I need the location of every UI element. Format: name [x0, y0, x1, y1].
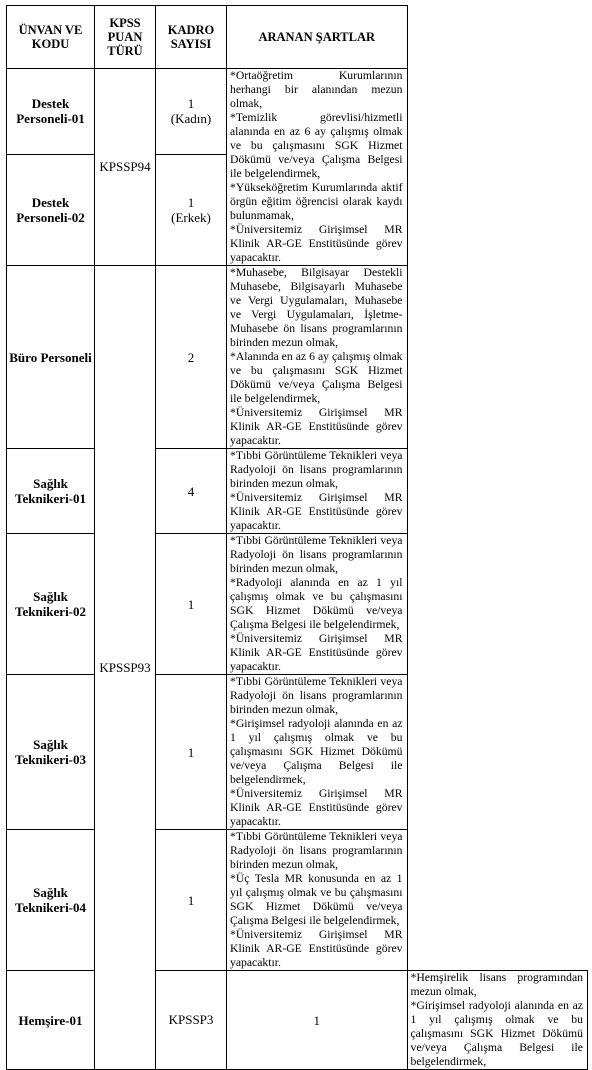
kpss-score-type: KPSSP3 [156, 971, 227, 1070]
requirements-cell [227, 534, 408, 675]
requirements-cell [227, 266, 408, 449]
requirement-item: *Üç Tesla MR konusunda en az 1 yıl çalışmış olmak ve bu çalışmasını SGK Hizmet Dökümü ve/veya Çalışma Belgesi ile belgelendirmek, [230, 872, 403, 927]
header-quota: KADRO SAYISI [156, 6, 227, 69]
table-row [7, 534, 588, 675]
requirement-item: *Üniversitemiz Girişimsel MR Klinik AR-GE Enstitüsünde görev yapacaktır. [230, 632, 403, 673]
table-header-row [7, 6, 588, 69]
kpss-score-type: KPSSP94 [95, 69, 156, 266]
requirement-item: *Üniversitemiz Girişimsel MR Klinik AR-GE Enstitüsünde görev yapacaktır. [230, 406, 403, 447]
requirements-cell [227, 675, 408, 830]
kpss-score-type: KPSSP93 [95, 266, 156, 1070]
table-row [7, 675, 588, 830]
requirement-item: *Ortaöğretim Kurumlarının herhangi bir alanından mezun olmak, [230, 69, 403, 110]
requirement-item: *Üniversitemiz Girişimsel MR Klinik AR-GE Enstitüsünde görev yapacaktır. [230, 787, 403, 828]
position-title: Hemşire-01 [7, 971, 95, 1070]
quota-cell: 1 (Kadın) [156, 69, 227, 155]
position-title: Destek Personeli-02 [7, 154, 95, 265]
requirements-cell [227, 69, 408, 266]
requirements-cell [227, 830, 408, 971]
requirement-item: *Alanında en az 6 ay çalışmış olmak ve bu çalışmasını SGK Hizmet Dökümü ve/veya Çalışma Belgesi ile belgelendirmek, [230, 350, 403, 405]
quota-cell: 1 [156, 534, 227, 675]
header-title-code: ÜNVAN VE KODU [7, 6, 95, 69]
table-row [7, 266, 588, 449]
position-title: Sağlık Teknikeri-04 [7, 830, 95, 971]
position-title: Sağlık Teknikeri-03 [7, 675, 95, 830]
requirement-item: *Muhasebe, Bilgisayar Destekli Muhasebe, Bilgisayarlı Muhasebe ve Vergi Uygulamaları, Muhasebe ve Vergi Uygulamaları, İşletme- Muhasebe ön lisans programlarının birinden mezun olmak, [230, 266, 403, 349]
requirement-item: *Üniversitemiz Girişimsel MR Klinik AR-GE Enstitüsünde görev yapacaktır. [230, 928, 403, 969]
requirement-item: *Tıbbi Görüntüleme Teknikleri veya Radyoloji ön lisans programlarının birinden mezun olmak, [230, 675, 403, 716]
requirement-item: *Girişimsel radyoloji alanında en az 1 yıl çalışmış olmak ve bu çalışmasını SGK Hizmet Dökümü ve/veya Çalışma Belgesi ile belgelendirmek, [230, 717, 403, 786]
requirements-cell [407, 971, 588, 1070]
requirement-item: *Üniversitemiz Girişimsel MR Klinik AR-GE Enstitüsünde görev yapacaktır. [230, 491, 403, 532]
requirement-item: *Girişimsel radyoloji alanında en az 1 yıl çalışmış olmak ve bu çalışmasını SGK Hizmet Dökümü ve/veya Çalışma Belgesi ile belgelendirmek, [410, 999, 583, 1068]
quota-cell: 1 (Erkek) [156, 154, 227, 265]
position-title: Sağlık Teknikeri-02 [7, 534, 95, 675]
requirements-cell [227, 449, 408, 534]
requirement-item: *Yükseköğretim Kurumlarında aktif örgün eğitim öğrencisi olarak kaydı bulunmamak, [230, 181, 403, 222]
job-requirements-table [6, 5, 588, 1070]
requirement-item: *Üniversitemiz Girişimsel MR Klinik AR-GE Enstitüsünde görev yapacaktır. [230, 223, 403, 264]
quota-cell: 1 [156, 675, 227, 830]
quota-cell: 1 [156, 830, 227, 971]
quota-cell: 2 [156, 266, 227, 449]
quota-cell: 4 [156, 449, 227, 534]
header-kpss-type: KPSS PUAN TÜRÜ [95, 6, 156, 69]
requirement-item: *Radyoloji alanında en az 1 yıl çalışmış olmak ve bu çalışmasını SGK Hizmet Dökümü ve/veya Çalışma Belgesi ile belgelendirmek, [230, 576, 403, 631]
requirement-item: *Hemşirelik lisans programından mezun olmak, [410, 971, 583, 998]
quota-cell: 1 [227, 971, 408, 1070]
requirement-item: *Tıbbi Görüntüleme Teknikleri veya Radyoloji ön lisans programlarının birinden mezun olmak, [230, 534, 403, 575]
requirement-item: *Tıbbi Görüntüleme Teknikleri veya Radyoloji ön lisans programlarının birinden mezun olmak, [230, 449, 403, 490]
table-row [7, 69, 588, 155]
requirement-item: *Tıbbi Görüntüleme Teknikleri veya Radyoloji ön lisans programlarının birinden mezun olmak, [230, 830, 403, 871]
position-title: Büro Personeli [7, 266, 95, 449]
table-row [7, 971, 588, 1070]
position-title: Sağlık Teknikeri-01 [7, 449, 95, 534]
table-row [7, 449, 588, 534]
position-title: Destek Personeli-01 [7, 69, 95, 155]
table-row [7, 830, 588, 971]
requirement-item: *Temizlik görevlisi/hizmetli alanında en az 6 ay çalışmış olmak ve bu çalışmasını SGK Hizmet Dökümü ve/veya Çalışma Belgesi ile belgelendirmek, [230, 111, 403, 180]
header-requirements: ARANAN ŞARTLAR [227, 6, 408, 69]
